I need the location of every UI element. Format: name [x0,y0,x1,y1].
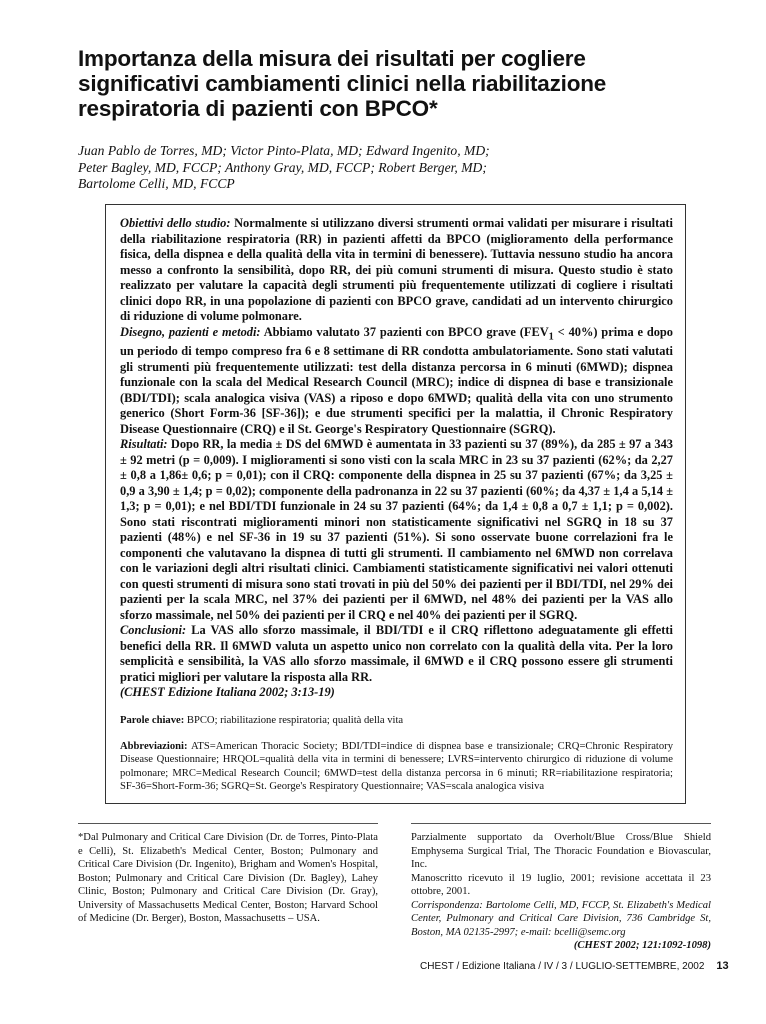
abstract-results [120,437,673,623]
title-line: significativi cambiamenti clinici nella riabilitazione [78,71,607,96]
author-line: Peter Bagley, MD, FCCP; Anthony Gray, MD, FCCP; Robert Berger, MD; [78,159,487,175]
keywords [120,714,673,727]
title-line: Importanza della misura dei risultati per cogliere [78,46,586,71]
abbreviations [120,740,673,794]
design-text-continued: < 40%) prima e dopo un periodo di tempo compreso fra 6 e 8 settimane di RR condotta ambulatoriamente. Sono stati valutati gli strumenti più frequentemente utilizzati: test della distanza percorsa in 6 minuti (6MWD); dispnea funzionale con la scala del Medical Research Council (MRC); indice di dispnea di base e transizionale (BDI/TDI); scala analogica visiva (VAS) a riposo e dopo 6MWD; qualità della vita con uno strumento generico (Short Form-36 [SF-36]); e due strumenti specifici per la malattia, il Chronic Respiratory Disease Questionnaire (CRQ) e il St. George's Respiratory Questionnaire (SGRQ). [120,324,673,436]
abstract-box [105,204,686,804]
received-note: Manoscritto ricevuto il 19 luglio, 2001; revisione accettata il 23 ottobre, 2001. [411,872,711,897]
author-line: Bartolome Celli, MD, FCCP [78,176,235,191]
design-label: Disegno, pazienti e metodi: [120,324,261,339]
keywords-label: Parole chiave: [120,715,185,726]
objectives-text: Normalmente si utilizzano diversi strumenti ormai validati per misurare i risultati della riabilitazione respiratoria (RR) in pazienti affetti da BPCO (miglioramento della performance fisica, della dispnea e della qualità della vita in termini di benessere). Tuttavia nessuno studio ha ancora messo a confronto la sensibilità, dopo RR, dei più comuni strumenti di misura. Questo studio è stato realizzato per valutare la capacità degli strumenti più frequentemente utilizzati di cogliere i risultati clinici dopo RR, in una popolazione di pazienti con BPCO grave, candidati ad un intervento chirurgico di riduzione di volume polmonare. [120,216,673,323]
abstract-conclusions [120,623,673,685]
page-footer [420,960,729,972]
conclusions-text: La VAS allo sforzo massimale, il BDI/TDI e il CRQ riflettono adeguatamente gli effetti benefici della RR. Il 6MWD valuta un aspetto unico non correlato con la qualità della vita. Per la loro semplicità e sensibilità, la VAS allo sforzo massimale, il 6MWD e il CRQ possono essere gli strumenti pratici migliori per valutare la risposta alla RR. [120,623,673,684]
abstract-design [120,325,673,438]
page-number: 13 [716,960,729,972]
author-line: Juan Pablo de Torres, MD; Victor Pinto-Plata, MD; Edward Ingenito, MD; [78,143,490,158]
journal-citation: (CHEST 2002; 121:1092-1098) [573,940,711,951]
support-note: Parzialmente supportato da Overholt/Blue Cross/Blue Shield Emphysema Surgical Trial, The Thoracic Foundation e Biovascular, Inc. [411,832,711,870]
abbreviations-label: Abbreviazioni: [120,741,188,752]
abstract-body [120,216,673,701]
conclusions-label: Conclusioni: [120,623,187,638]
title-line: respiratoria di pazienti con BPCO* [78,96,438,121]
keywords-text: BPCO; riabilitazione respiratoria; qualità della vita [186,715,404,726]
fev-subscript: 1 [548,330,554,342]
footnote-divider-left [78,823,378,824]
journal-issue: CHEST / Edizione Italiana / IV / 3 / LUGLIO-SETTEMBRE, 2002 [420,961,705,972]
results-text: Dopo RR, la media ± DS del 6MWD è aumentata in 33 pazienti su 37 (89%), da 285 ± 97 a 343 ± 92 metri (p = 0,009). I miglioramenti si sono visti con la scala MRC in 23 su 37 pazienti (62%; da 2,27 ± 0,8 a 1,86± 0,6; p = 0,01); con il CRQ: componente della dispnea in 25 su 37 pazienti (67%; da 3,25 ± 0,9 a 3,90 ± 1,4; p = 0,02); componente della padronanza in 22 su 37 pazienti (60%; da 4,37 ± 1,4 a 5,14 ± 1,3; p = 0,01); e nel BDI/TDI funzionale in 24 su 37 pazienti (64%; da 1,4 ± 0,8 a 0,7 ± 1,1; p = 0,002). Sono stati riscontrati miglioramenti minori non statisticamente significativi nel SGRQ in 18 su 37 pazienti (48%) e nel SF-36 in 19 su 37 pazienti (51%). Si sono osservate buone correlazioni fra le componenti che valutavano la dispnea di tutti gli strumenti. Il cambiamento nel 6MWD non correlava con le variazioni degli altri risultati clinici. Cambiamenti statisticamente significativi nei valori ottenuti con questi strumenti di misura sono stati trovati in più del 50% dei pazienti per il BDI/TDI, nel 29% dei pazienti per la scala MRC, nel 37% dei pazienti per il 6MWD, nel 48% dei pazienti per la VAS allo sforzo massimale, nel 50% dei pazienti per il CRQ e nel 40% dei pazienti per il SGRQ. [120,437,673,622]
results-label: Risultati: [120,437,168,452]
article-title [78,46,718,121]
publication-notes [411,831,711,953]
abstract-reference: (CHEST Edizione Italiana 2002; 3:13-19) [120,685,335,700]
footnote-divider-right [411,823,711,824]
abbreviations-text: ATS=American Thoracic Society; BDI/TDI=indice di dispnea base e transizionale; CRQ=Chronic Respiratory Disease Questionnaire; HRQOL=qualità della vita in termini di benessere; LVRS=intervento chirurgico di riduzione di volume polmonare; MRC=Medical Research Council; 6MWD=test della distanza percorsa in 6 minuti; RR=riabilitazione respiratoria; SF-36=Short-Form-36; SGRQ=St. George's Respiratory Questionnaire; VAS=scala analogica visiva [120,741,673,793]
objectives-label: Obiettivi dello studio: [120,216,231,230]
abstract-objectives [120,216,673,325]
affiliations-footnote: *Dal Pulmonary and Critical Care Division (Dr. de Torres, Pinto-Plata e Celli), St. Elizabeth's Medical Center, Boston; Pulmonary and Critical Care Division (Dr. Ingenito), Brigham and Women's Hospital, Boston; Pulmonary and Critical Care Division (Dr. Bagley), Lahey Clinic, Boston; Pulmonary and Critical Care Division (Dr. Gray), University of Massachusetts Medical Center, Boston; Harvard School of Medicine (Dr. Berger), Boston, Massachusetts – USA. [78,832,378,924]
design-text: Abbiamo valutato 37 pazienti con BPCO grave (FEV [263,324,549,339]
correspondence-note: Corrispondenza: Bartolome Celli, MD, FCCP, St. Elizabeth's Medical Center, Pulmonary and Critical Care Division, 736 Cambridge St, Boston, MA 02135-2997; e-mail: bcelli@semc.org [411,899,711,938]
author-list [78,143,698,193]
